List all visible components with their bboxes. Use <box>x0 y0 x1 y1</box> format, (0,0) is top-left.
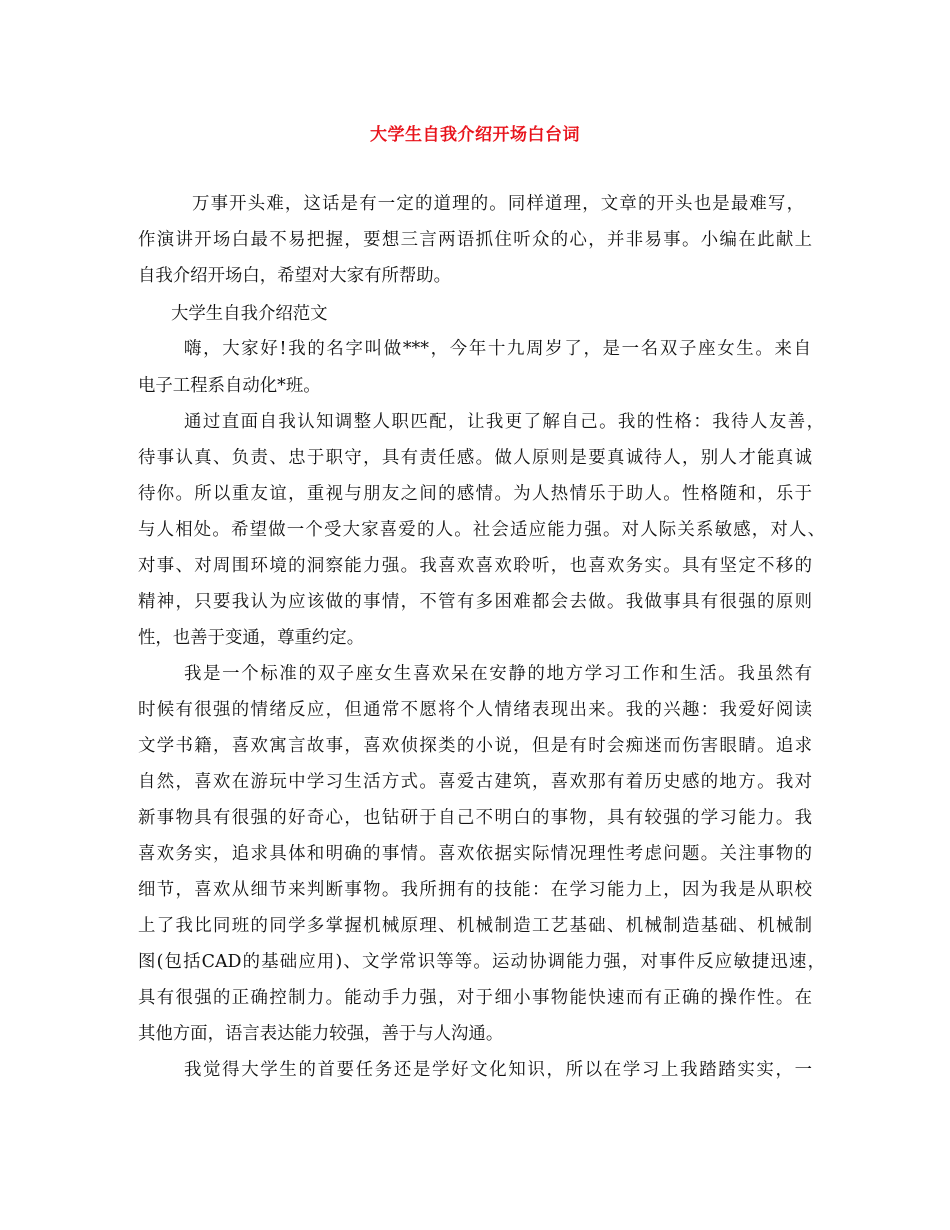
text-line: 大学生自我介绍范文 <box>171 304 328 324</box>
text-line: 性，也善于变通，尊重约定。 <box>138 628 365 648</box>
text-line: 对事、对周围环境的洞察能力强。我喜欢喜欢聆听，也喜欢务实。具有坚定不移的 <box>138 556 812 576</box>
text-line: 时候有很强的情绪反应，但通常不愿将个人情绪表现出来。我的兴趣：我爱好阅读 <box>138 700 812 720</box>
text-line: 新事物具有很强的好奇心，也钻研于自己不明白的事物，具有较强的学习能力。我 <box>138 808 812 828</box>
text-line: 通过直面自我认知调整人职匹配，让我更了解自己。我的性格：我待人友善， <box>184 412 824 432</box>
text-line: 细节，喜欢从细节来判断事物。我所拥有的技能：在学习能力上，因为我是从职校 <box>138 880 812 900</box>
text-line: 与人相处。希望做一个受大家喜爱的人。社会适应能力强。对人际关系敏感，对人、 <box>138 520 825 540</box>
text-line: 作演讲开场白最不易把握，要想三言两语抓住听众的心，并非易事。小编在此献上 <box>138 230 812 250</box>
text-line: 万事开头难，这话是有一定的道理的。同样道理，文章的开头也是最难写， <box>192 194 804 214</box>
text-line: 电子工程系自动化*班。 <box>138 376 321 396</box>
text-line: 嗨，大家好!我的名字叫做***，今年十九周岁了，是一名双子座女生。来自 <box>184 339 811 359</box>
text-line: 自我介绍开场白，希望对大家有所帮助。 <box>138 266 452 286</box>
text-line: 待事认真、负责、忠于职守，具有责任感。做人原则是要真诚待人，别人才能真诚 <box>138 448 812 468</box>
text-line: 具有很强的正确控制力。能动手力强，对于细小事物能快速而有正确的操作性。在 <box>138 988 812 1008</box>
text-line: 文学书籍，喜欢寓言故事，喜欢侦探类的小说，但是有时会痴迷而伤害眼睛。追求 <box>138 736 812 756</box>
text-line: 其他方面，语言表达能力较强，善于与人沟通。 <box>138 1024 504 1044</box>
text-line: 精神，只要我认为应该做的事情，不管有多困难都会去做。我做事具有很强的原则 <box>138 592 812 612</box>
text-line: 图(包括CAD的基础应用)、文学常识等等。运动协调能力强，对事件反应敏捷迅速， <box>138 952 825 972</box>
text-line: 我是一个标准的双子座女生喜欢呆在安静的地方学习工作和生活。我虽然有 <box>184 664 812 684</box>
text-line: 上了我比同班的同学多掌握机械原理、机械制造工艺基础、机械制造基础、机械制 <box>138 916 812 936</box>
text-line: 自然，喜欢在游玩中学习生活方式。喜爱古建筑，喜欢那有着历史感的地方。我对 <box>138 772 812 792</box>
text-line: 喜欢务实，追求具体和明确的事情。喜欢依据实际情况理性考虑问题。关注事物的 <box>138 844 812 864</box>
document-title: 大学生自我介绍开场白台词 <box>370 125 580 145</box>
text-line: 待你。所以重友谊，重视与朋友之间的感情。为人热情乐于助人。性格随和，乐于 <box>138 484 812 504</box>
text-line: 我觉得大学生的首要任务还是学好文化知识，所以在学习上我踏踏实实，一 <box>184 1060 812 1080</box>
